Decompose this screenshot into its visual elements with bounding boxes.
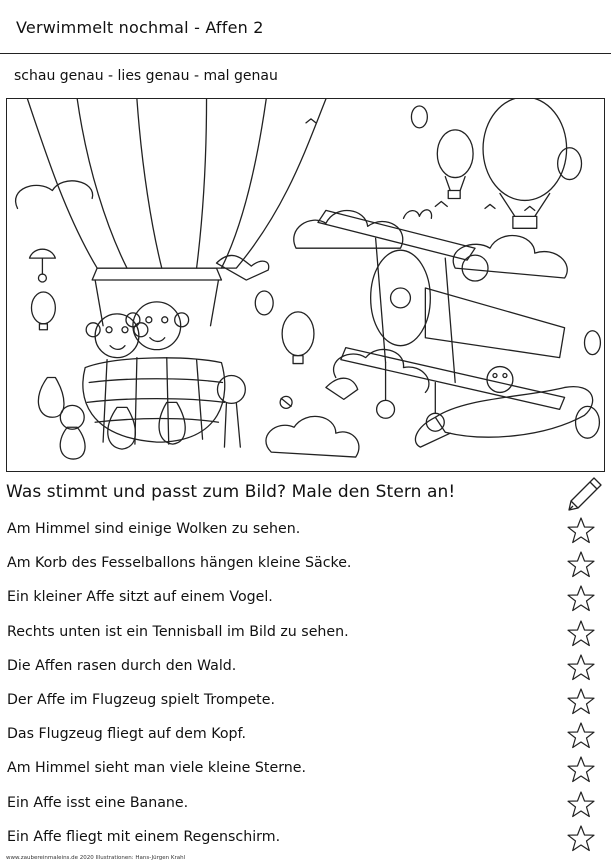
header-divider bbox=[0, 53, 611, 54]
star-icon[interactable] bbox=[566, 516, 596, 546]
page-title: Verwimmelt nochmal - Affen 2 bbox=[16, 18, 264, 37]
list-item bbox=[0, 788, 611, 822]
footer-credit: www.zaubereinmaleins.de 2020 Illustrationen: Hans-Jürgen Krahl bbox=[6, 855, 186, 861]
pencil-icon bbox=[564, 474, 604, 512]
tennis-ball-icon bbox=[280, 396, 292, 408]
star-icon[interactable] bbox=[566, 584, 596, 614]
list-item bbox=[0, 514, 611, 548]
star-icon[interactable] bbox=[566, 653, 596, 683]
star-icon[interactable] bbox=[566, 790, 596, 820]
statement-text: Der Affe im Flugzeug spielt Trompete. bbox=[7, 691, 275, 708]
list-item bbox=[0, 651, 611, 685]
task-question: Was stimmt und passt zum Bild? Male den Stern an! bbox=[6, 482, 456, 502]
big-balloon-icon bbox=[27, 99, 325, 444]
list-item bbox=[0, 582, 611, 616]
clouds-icon bbox=[16, 181, 568, 457]
statement-text: Die Affen rasen durch den Wald. bbox=[7, 657, 237, 674]
star-icon[interactable] bbox=[566, 824, 596, 854]
star-icon[interactable] bbox=[566, 721, 596, 751]
biplane-icon bbox=[318, 210, 565, 431]
small-monkey-icon bbox=[60, 376, 245, 448]
list-item bbox=[0, 685, 611, 719]
monkeys-in-basket-icon bbox=[86, 302, 188, 358]
toucan-icon bbox=[415, 367, 592, 448]
statement-text: Ein kleiner Affe sitzt auf einem Vogel. bbox=[7, 589, 273, 606]
star-icon[interactable] bbox=[566, 687, 596, 717]
star-icon[interactable] bbox=[566, 550, 596, 580]
birds-icon bbox=[216, 119, 534, 399]
list-item bbox=[0, 719, 611, 753]
coloring-illustration bbox=[6, 98, 605, 472]
list-item bbox=[0, 753, 611, 787]
statement-list bbox=[0, 514, 611, 856]
star-icon[interactable] bbox=[566, 619, 596, 649]
list-item bbox=[0, 548, 611, 582]
statement-text: Ein Affe isst eine Banane. bbox=[7, 794, 189, 811]
worm-icon bbox=[403, 210, 431, 219]
statement-text: Rechts unten ist ein Tennisball im Bild zu sehen. bbox=[7, 623, 349, 640]
statement-text: Das Flugzeug fliegt auf dem Kopf. bbox=[7, 726, 246, 743]
star-icon[interactable] bbox=[566, 755, 596, 785]
statement-text: Am Himmel sind einige Wolken zu sehen. bbox=[7, 521, 301, 537]
list-item bbox=[0, 617, 611, 651]
statement-text: Ein Affe fliegt mit einem Regenschirm. bbox=[7, 828, 281, 845]
umbrella-monkey-icon bbox=[29, 249, 55, 282]
statement-text: Am Himmel sieht man viele kleine Sterne. bbox=[7, 760, 307, 777]
list-item bbox=[0, 822, 611, 856]
statement-text: Am Korb des Fesselballons hängen kleine Säcke. bbox=[7, 555, 352, 572]
page-subtitle: schau genau - lies genau - mal genau bbox=[14, 68, 278, 84]
